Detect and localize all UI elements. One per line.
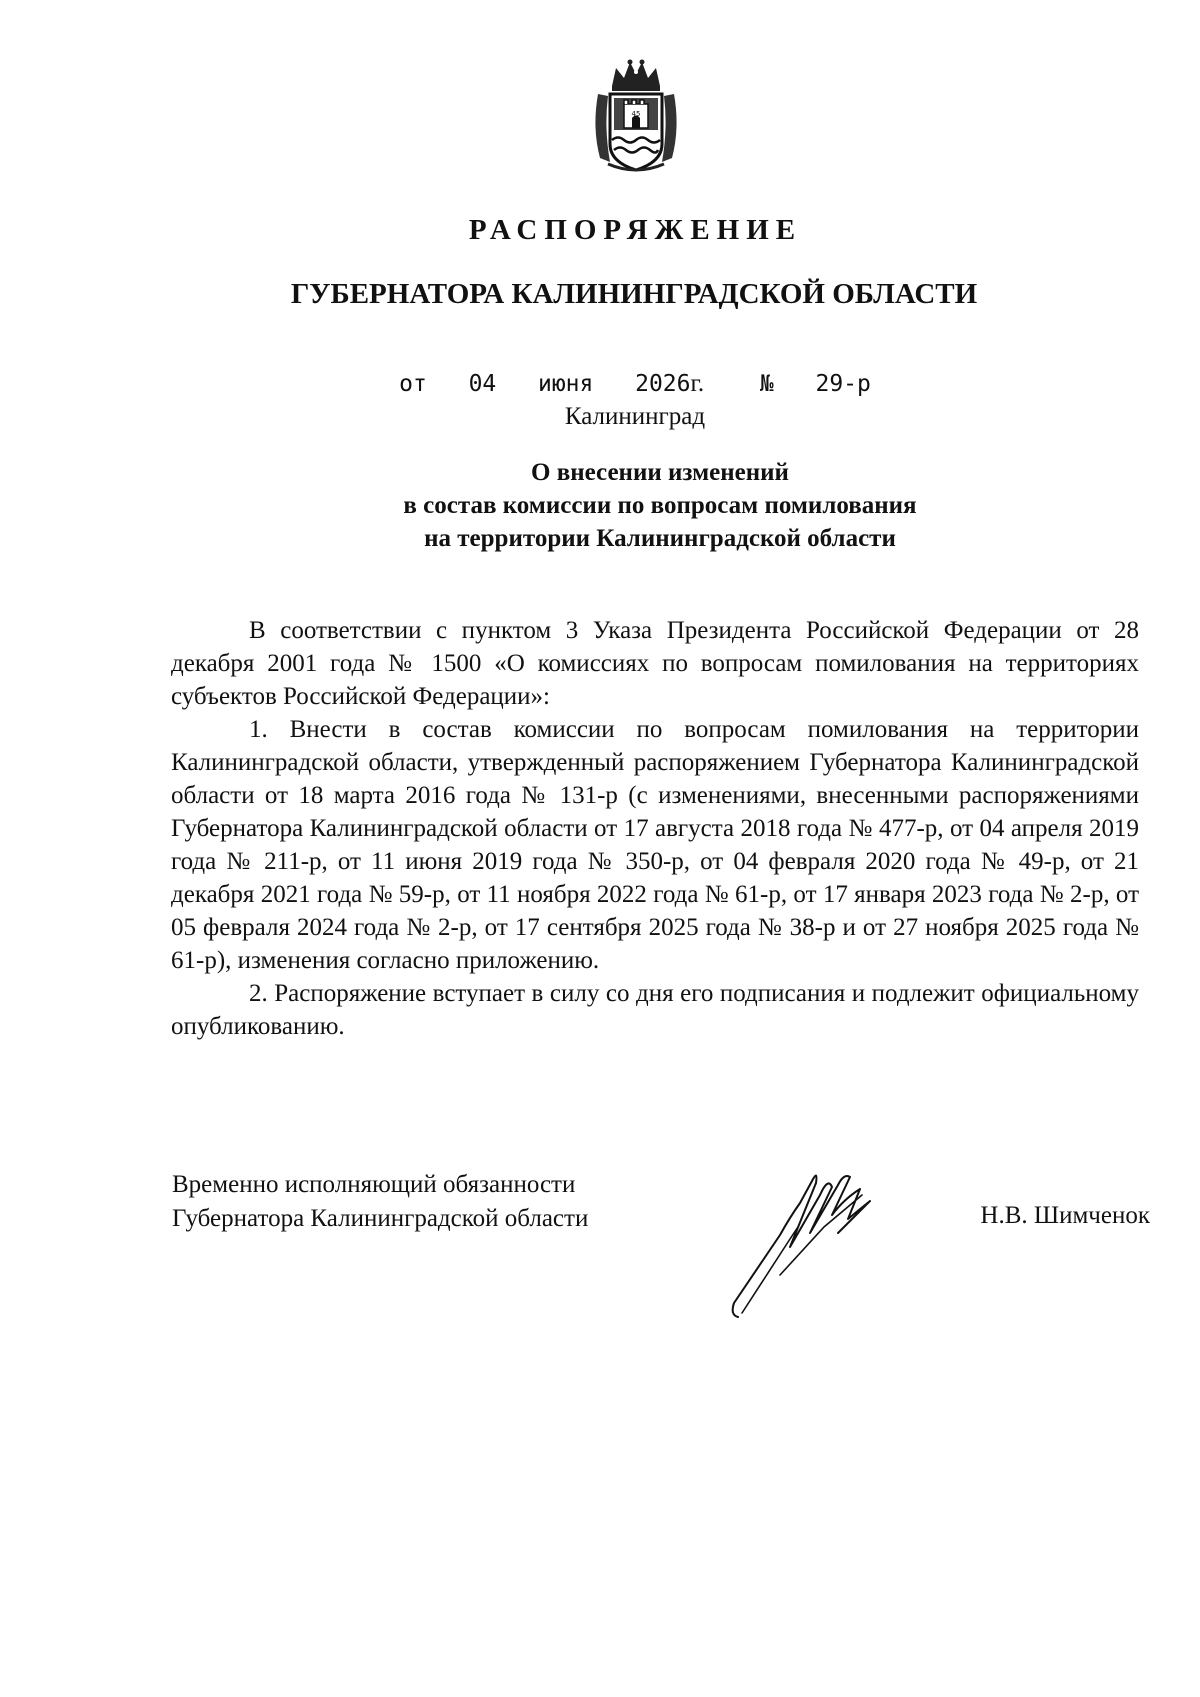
date-year: 2026 [635, 371, 691, 397]
date-day: 04 [468, 371, 497, 397]
signer-name: Н.В. Шимченок [980, 1202, 1150, 1229]
date-year-suffix: г. [690, 370, 705, 397]
body-paragraph: 2. Распоряжение вступает в силу со дня его подписания и подлежит официальному опубликованию. [171, 980, 1139, 1040]
kaliningrad-coat-of-arms-icon [590, 58, 682, 176]
body-paragraph: 1. Внести в состав комиссии по вопросам помилования на территории Калининградской области, утвержденный распоряжением Губернатора Калининградской области от 18 марта 2016 года № 131-р (с изменениями, внесенными распоряжениями Губернатора Калининградской области от 17 августа 2018 года № 477-р, от 04 апреля 2019 года № 211-р, от 11 июня 2019 года № 350-р, от 04 февраля 2020 года № 49-р, от 21 декабря 2021 года № 59-р, от 11 ноября 2022 года № 61-р, от 17 января 2023 года № 2-р, от 05 февраля 2024 года № 2-р, от 17 сентября 2025 года № 38-р и от 27 ноября 2025 года № 61-р), изменения согласно приложению. [171, 716, 1139, 974]
svg-text:45: 45 [631, 110, 641, 118]
subject-line: О внесении изменений [531, 459, 789, 486]
subject-line: в состав комиссии по вопросам помилования [403, 492, 917, 519]
subject-line: на территории Калининградской области [424, 525, 896, 552]
handwritten-signature [720, 1155, 900, 1325]
document-issuer: ГУБЕРНАТОРА КАЛИНИНГРАДСКОЙ ОБЛАСТИ [290, 278, 978, 310]
body-paragraph: В соответствии с пунктом 3 Указа Президента Российской Федерации от 28 декабря 2001 года № 1500 «О комиссиях по вопросам помилования на территориях субъектов Российской Федерации»: [171, 617, 1139, 710]
document-body [171, 614, 1139, 1043]
document-number: 29-р [815, 371, 871, 397]
date-month: июня [537, 371, 594, 397]
document-type: РАСПОРЯЖЕНИЕ [468, 214, 803, 246]
number-sign: № [759, 371, 774, 397]
signer-title-line: Временно исполняющий обязанности [172, 1171, 576, 1198]
date-prefix: от [399, 371, 427, 397]
signer-title [172, 1168, 692, 1236]
document-place: Калининград [564, 403, 706, 430]
document-date-number [0, 370, 1200, 398]
document-subject [0, 456, 1200, 555]
signer-title-line: Губернатора Калининградской области [172, 1205, 589, 1232]
